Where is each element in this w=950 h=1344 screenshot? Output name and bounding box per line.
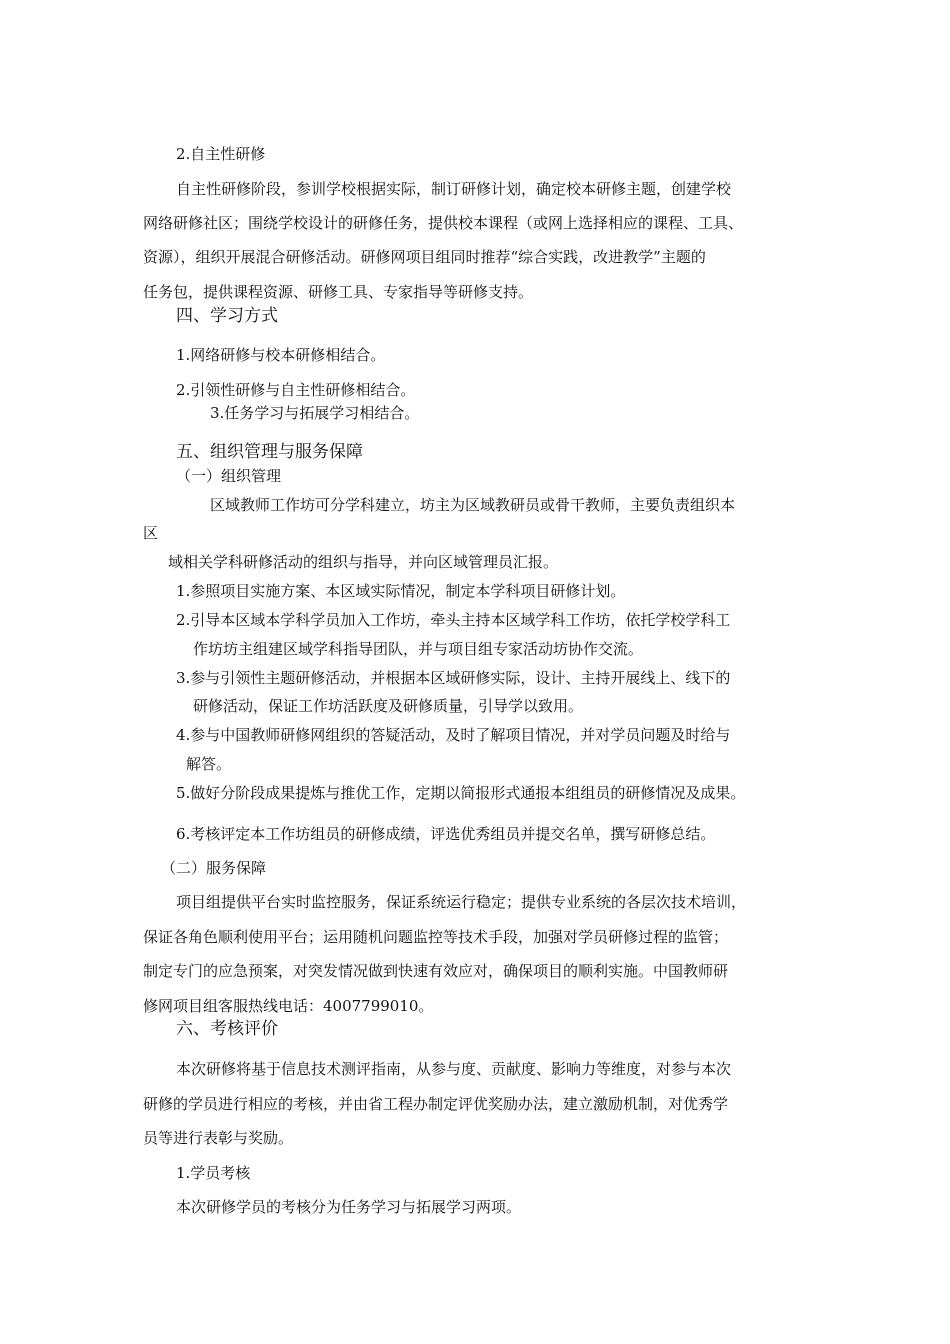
subheading-service-guarantee: （二）服务保障 [161, 859, 267, 877]
paragraph-line: 区 [143, 524, 159, 542]
heading-assessment: 六、考核评价 [176, 1019, 278, 1039]
paragraph-line: 员等进行表彰与奖励。 [143, 1129, 294, 1147]
paragraph-line: 域相关学科研修活动的组织与指导，并向区域管理员汇报。 [168, 553, 559, 571]
paragraph-line: 区域教师工作坊可分学科建立，坊主为区域教研员或骨干教师，主要负责组织本 [210, 496, 736, 514]
paragraph-line: 制定专门的应急预案，对突发情况做到快速有效应对，确保项目的顺利实施。中国教师研 [143, 962, 729, 980]
list-item: 6.考核评定本工作坊组员的研修成绩，评选优秀组员并提交名单，撰写研修总结。 [176, 825, 716, 843]
paragraph-line: 本次研修学员的考核分为任务学习与拓展学习两项。 [176, 1198, 522, 1216]
list-item: 1.网络研修与校本研修相结合。 [176, 346, 386, 364]
list-item: 3.任务学习与拓展学习相结合。 [210, 404, 420, 422]
heading-organization: 五、组织管理与服务保障 [176, 442, 363, 462]
list-item-continued: 作坊坊主组建区域学科指导团队，并与项目组专家活动坊协作交流。 [193, 640, 644, 658]
heading-learning-methods: 四、学习方式 [176, 306, 278, 326]
paragraph-line: 自主性研修阶段，参训学校根据实际，制订研修计划，确定校本研修主题，创建学校 [176, 180, 732, 198]
list-item: 5.做好分阶段成果提炼与推优工作，定期以简报形式通报本组组员的研修情况及成果。 [176, 784, 746, 802]
list-item: 4.参与中国教师研修网组织的答疑活动，及时了解项目情况，并对学员问题及时给与 [176, 726, 731, 744]
list-item: 3.参与引领性主题研修活动，并根据本区域研修实际，设计、主持开展线上、线下的 [176, 669, 731, 687]
list-item-continued: 解答。 [186, 755, 232, 773]
paragraph-line: 网络研修社区；围绕学校设计的研修任务，提供校本课程（或网上选择相应的课程、工具、 [143, 214, 744, 232]
paragraph-line: 项目组提供平台实时监控服务，保证系统运行稳定；提供专业系统的各层次技术培训， [176, 893, 747, 911]
paragraph-line: 研修的学员进行相应的考核，并由省工程办制定评优奖励办法，建立激励机制，对优秀学 [143, 1095, 729, 1113]
list-item: 2.引导本区域本学科学员加入工作坊，牵头主持本区域学科工作坊，依托学校学科工 [176, 611, 731, 629]
paragraph-line: 保证各角色顺利使用平台；运用随机问题监控等技术手段，加强对学员研修过程的监管； [143, 928, 729, 946]
heading-autonomous-study: 2.自主性研修 [176, 145, 266, 163]
paragraph-line: 修网项目组客服热线电话：4007799010。 [143, 997, 434, 1015]
subheading-student-assessment: 1.学员考核 [176, 1164, 251, 1182]
paragraph-line: 资源），组织开展混合研修活动。研修网项目组同时推荐“综合实践，改进教学”主题的 [143, 248, 706, 266]
list-item: 1.参照项目实施方案、本区域实际情况，制定本学科项目研修计划。 [176, 582, 626, 600]
list-item: 2.引领性研修与自主性研修相结合。 [176, 381, 416, 399]
list-item-continued: 研修活动，保证工作坊活跃度及研修质量，引导学以致用。 [193, 697, 584, 715]
paragraph-line: 任务包，提供课程资源、研修工具、专家指导等研修支持。 [143, 283, 534, 301]
paragraph-line: 本次研修将基于信息技术测评指南，从参与度、贡献度、影响力等维度，对参与本次 [176, 1060, 732, 1078]
subheading-org-management: （一）组织管理 [176, 467, 282, 485]
